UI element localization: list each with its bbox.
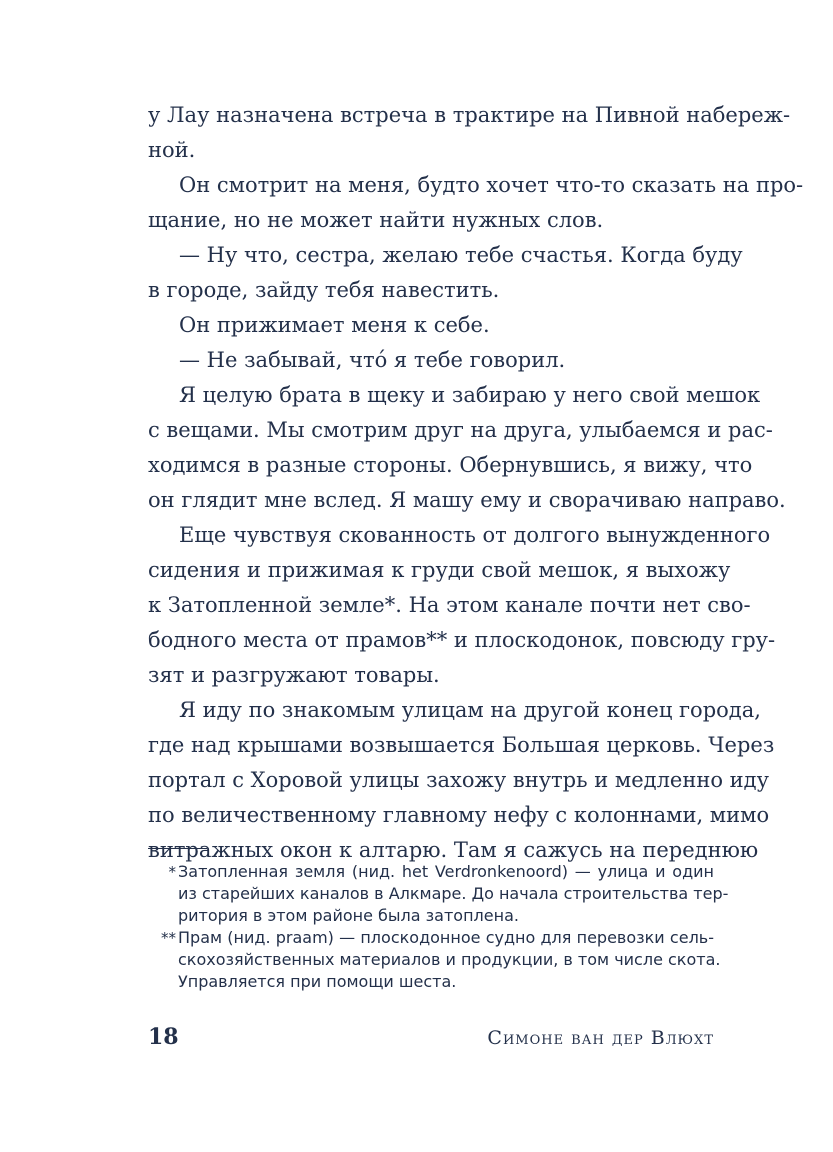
footnotes [152,861,729,993]
body-text-line: Он смотрит на меня, будто хочет что-то сказать на про- [179,173,804,197]
footnote-line: Затопленная земля (нид. het Verdronkenoord) — улица и один [178,862,714,881]
footnote [152,927,721,993]
body-text-line: ной. [148,138,196,162]
body-text-line: зят и разгружают товары. [148,663,440,687]
footnote-line: Прам (нид. praam) — плоскодонное судно для перевозки сель- [178,928,714,947]
body-text-line: — Ну что, сестра, желаю тебе счастья. Когда буду [179,243,743,267]
body-text-line: портал с Хоровой улицы захожу внутрь и медленно иду [148,768,769,792]
running-head-author: Симоне ван дер Влюхт [487,1027,714,1049]
body-text-line: в городе, зайду тебя навестить. [148,278,500,302]
body-text-line: Я иду по знакомым улицам на другой конец города, [179,698,761,722]
body-text [148,98,804,868]
body-text-line: Я целую брата в щеку и забираю у него свой мешок [179,383,761,407]
body-text-line: Он прижимает меня к себе. [179,313,490,337]
body-text-line: бодного места от прамов** и плоскодонок, повсюду гру- [148,628,776,652]
footnote-mark: * [168,863,176,881]
page-number: 18 [148,1024,179,1050]
footnote-line: Управляется при помощи шеста. [178,972,457,991]
body-text-line: витражных окон к алтарю. Там я сажусь на переднюю [148,838,759,862]
body-text-line: с вещами. Мы смотрим друг на друга, улыбаемся и рас- [148,418,773,442]
body-text-line: щание, но не может найти нужных слов. [148,208,604,232]
footnote-line: ритория в этом районе была затоплена. [178,906,519,925]
body-text-line: сидения и прижимая к груди свой мешок, я выхожу [148,558,731,582]
body-text-line: Еще чувствуя скованность от долгого вынужденного [179,523,771,547]
footnote-line: из старейших каналов в Алкмаре. До начала строительства тер- [178,884,729,903]
body-text-line: ходимся в разные стороны. Обернувшись, я вижу, что [148,453,753,477]
footnote-line: скохозяйственных материалов и продукции, в том числе скота. [178,950,721,969]
footnote-rule [148,848,207,849]
body-text-line: к Затопленной земле*. На этом канале почти нет сво- [148,593,751,617]
footnote-mark: ** [161,929,176,947]
body-text-line: где над крышами возвышается Большая церковь. Через [148,733,775,757]
body-text-line: по величественному главному нефу с колоннами, мимо [148,803,770,827]
footnote [152,861,729,927]
body-text-line: у Лау назначена встреча в трактире на Пивной набереж- [148,103,791,127]
body-text-line: он глядит мне вслед. Я машу ему и сворачиваю направо. [148,488,786,512]
body-text-line: — Не забывай, что́ я тебе говорил. [179,348,566,372]
